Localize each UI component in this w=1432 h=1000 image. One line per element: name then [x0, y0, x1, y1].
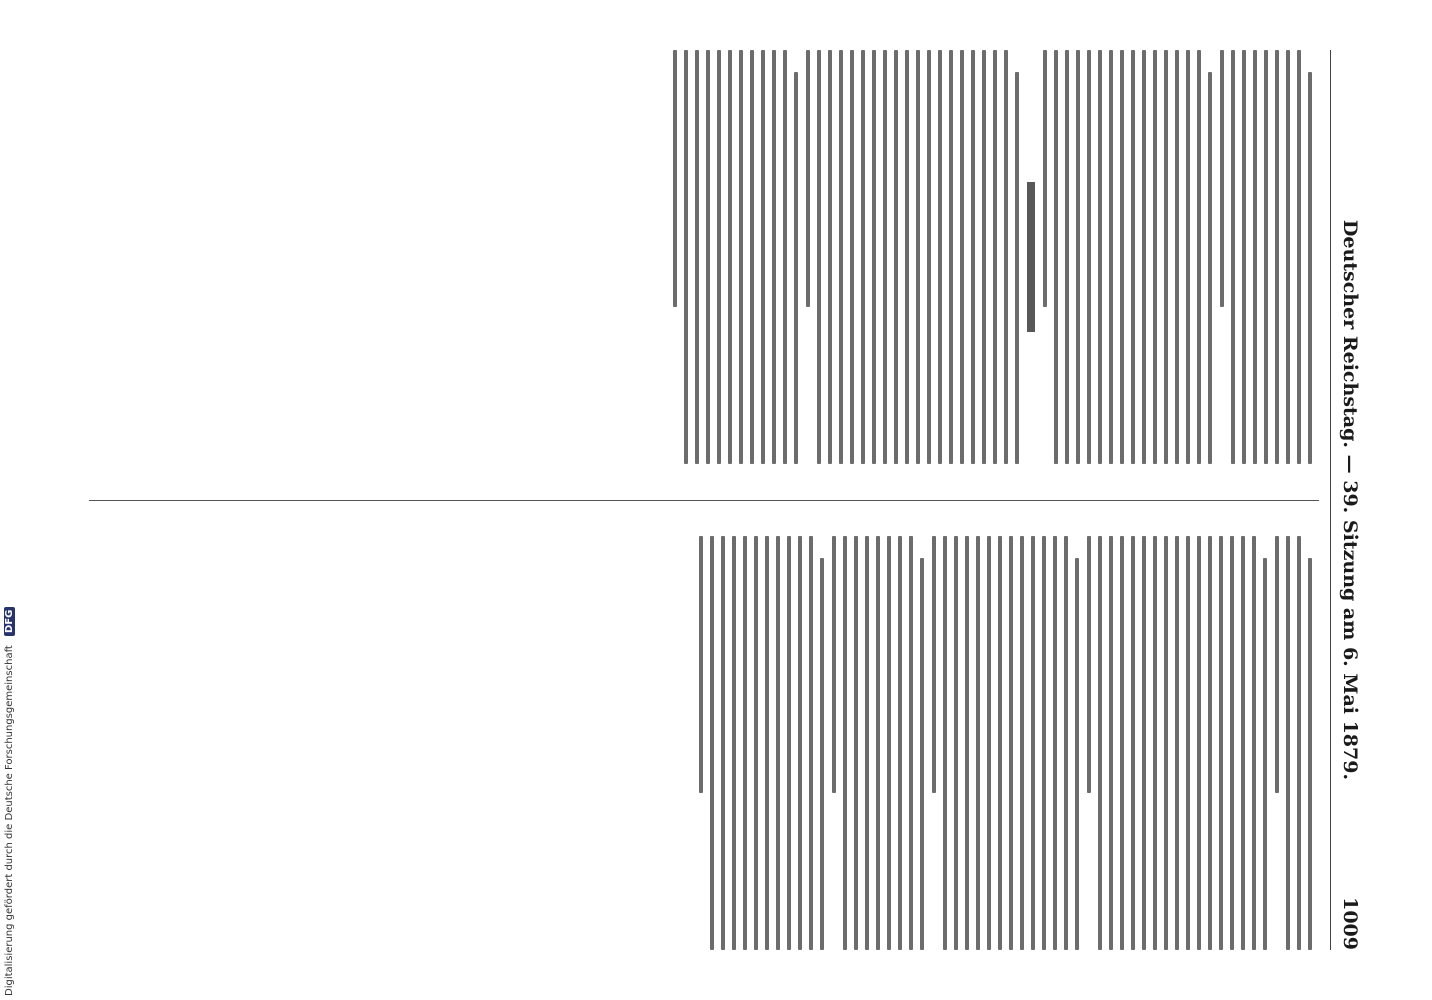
- text-paragraph: [699, 536, 824, 950]
- text-line: [1053, 536, 1057, 950]
- text-line: [717, 50, 721, 464]
- digitization-credit: [4, 607, 15, 996]
- text-line: [1076, 50, 1080, 464]
- text-line: [1004, 50, 1008, 464]
- text-line: [699, 536, 703, 793]
- text-line: [1131, 50, 1135, 464]
- text-line: [1065, 50, 1069, 464]
- text-line: [743, 536, 747, 950]
- column-divider: [89, 500, 1319, 501]
- text-paragraph: [1275, 536, 1312, 950]
- text-line: [876, 536, 880, 950]
- dfg-logo: DFG: [4, 607, 15, 636]
- text-line: [1142, 50, 1146, 464]
- text-line: [1015, 72, 1019, 464]
- text-line: [1220, 50, 1224, 307]
- text-line: [1175, 536, 1179, 950]
- text-line: [783, 50, 787, 464]
- text-line: [728, 50, 732, 464]
- text-line: [1064, 536, 1068, 950]
- text-line: [1308, 558, 1312, 950]
- text-column-right: [89, 536, 1319, 950]
- text-line: [1087, 536, 1091, 793]
- text-line: [806, 50, 810, 307]
- text-line: [976, 536, 980, 950]
- text-line: [754, 536, 758, 950]
- text-line: [1297, 50, 1301, 464]
- running-head-title: Deutscher Reichstag. — 39. Sitzung am 6. Mai 1879.: [1339, 219, 1361, 781]
- text-line: [1186, 50, 1190, 464]
- text-line: [828, 50, 832, 464]
- page-number: 1009: [1339, 897, 1361, 950]
- text-line: [750, 50, 754, 464]
- text-line: [1242, 50, 1246, 464]
- text-line: [854, 536, 858, 950]
- text-line: [1042, 536, 1046, 950]
- text-line: [938, 50, 942, 464]
- scanned-page: [51, 20, 1381, 980]
- text-paragraph: [806, 50, 1019, 464]
- text-line: [1164, 50, 1168, 464]
- text-line: [887, 536, 891, 950]
- text-line: [839, 50, 843, 464]
- text-line: [1043, 50, 1047, 307]
- text-line: [883, 50, 887, 464]
- text-line: [920, 558, 924, 950]
- text-line: [787, 536, 791, 950]
- text-line: [1208, 72, 1212, 464]
- text-line: [765, 536, 769, 950]
- text-line: [905, 50, 909, 464]
- text-line: [794, 72, 798, 464]
- text-line: [1131, 536, 1135, 950]
- text-line: [927, 50, 931, 464]
- centered-remark: [1027, 182, 1035, 331]
- text-line: [960, 50, 964, 464]
- text-line: [998, 536, 1002, 950]
- text-line: [1286, 536, 1290, 950]
- text-paragraph: [1043, 50, 1212, 464]
- text-line: [1263, 558, 1267, 950]
- text-line: [1275, 50, 1279, 464]
- text-line: [1197, 536, 1201, 950]
- text-line: [1253, 50, 1257, 464]
- text-line: [1241, 536, 1245, 950]
- text-line: [894, 50, 898, 464]
- text-line: [1120, 536, 1124, 950]
- text-line: [1297, 536, 1301, 950]
- text-line: [776, 536, 780, 950]
- text-line: [1153, 536, 1157, 950]
- text-line: [710, 536, 714, 950]
- text-line: [909, 536, 913, 950]
- text-line: [1142, 536, 1146, 950]
- credit-text: Digitalisierung gefördert durch die Deutsche Forschungsgemeinschaft: [4, 645, 15, 996]
- text-line: [898, 536, 902, 950]
- text-line: [987, 536, 991, 950]
- text-line: [1153, 50, 1157, 464]
- text-line: [993, 50, 997, 464]
- text-line: [1075, 558, 1079, 950]
- text-line: [1264, 50, 1268, 464]
- text-line: [954, 536, 958, 950]
- text-line: [1219, 536, 1223, 950]
- text-line: [820, 558, 824, 950]
- text-line: [1275, 536, 1279, 793]
- text-line: [843, 536, 847, 950]
- text-line: [1208, 536, 1212, 950]
- text-line: [1098, 536, 1102, 950]
- text-line: [1054, 50, 1058, 464]
- text-line: [706, 50, 710, 464]
- text-line: [1186, 536, 1190, 950]
- text-line: [1252, 536, 1256, 950]
- text-line: [798, 536, 802, 950]
- text-line: [832, 536, 836, 793]
- text-line: [732, 536, 736, 950]
- running-header: [1337, 50, 1361, 950]
- text-line: [721, 536, 725, 950]
- text-line: [1031, 536, 1035, 950]
- text-line: [1286, 50, 1290, 464]
- text-line: [684, 50, 688, 464]
- text-line: [1009, 536, 1013, 950]
- text-paragraph: [932, 536, 1079, 950]
- text-line: [916, 50, 920, 464]
- text-line: [772, 50, 776, 464]
- text-paragraph: [1087, 536, 1267, 950]
- text-column-left: [89, 50, 1319, 464]
- text-line: [865, 536, 869, 950]
- text-line: [1087, 50, 1091, 464]
- text-line: [739, 50, 743, 464]
- text-line: [673, 50, 677, 307]
- text-line: [1164, 536, 1168, 950]
- text-line: [1308, 72, 1312, 464]
- text-line: [861, 50, 865, 464]
- text-line: [1109, 50, 1113, 464]
- text-line: [1197, 50, 1201, 464]
- text-line: [761, 50, 765, 464]
- text-paragraph: [673, 50, 798, 464]
- text-line: [1230, 536, 1234, 950]
- text-line: [809, 536, 813, 950]
- text-paragraph: [1220, 50, 1312, 464]
- text-line: [1109, 536, 1113, 950]
- text-line: [949, 50, 953, 464]
- text-line: [943, 536, 947, 950]
- text-line: [817, 50, 821, 464]
- text-line: [695, 50, 699, 464]
- text-line: [1020, 536, 1024, 950]
- text-line: [932, 536, 936, 793]
- text-line: [982, 50, 986, 464]
- text-line: [965, 536, 969, 950]
- text-line: [1098, 50, 1102, 464]
- text-line: [1231, 50, 1235, 464]
- header-rule: [1330, 50, 1331, 950]
- text-line: [1175, 50, 1179, 464]
- text-line: [1120, 50, 1124, 464]
- text-line: [850, 50, 854, 464]
- text-line: [872, 50, 876, 464]
- text-paragraph: [832, 536, 924, 950]
- text-line: [971, 50, 975, 464]
